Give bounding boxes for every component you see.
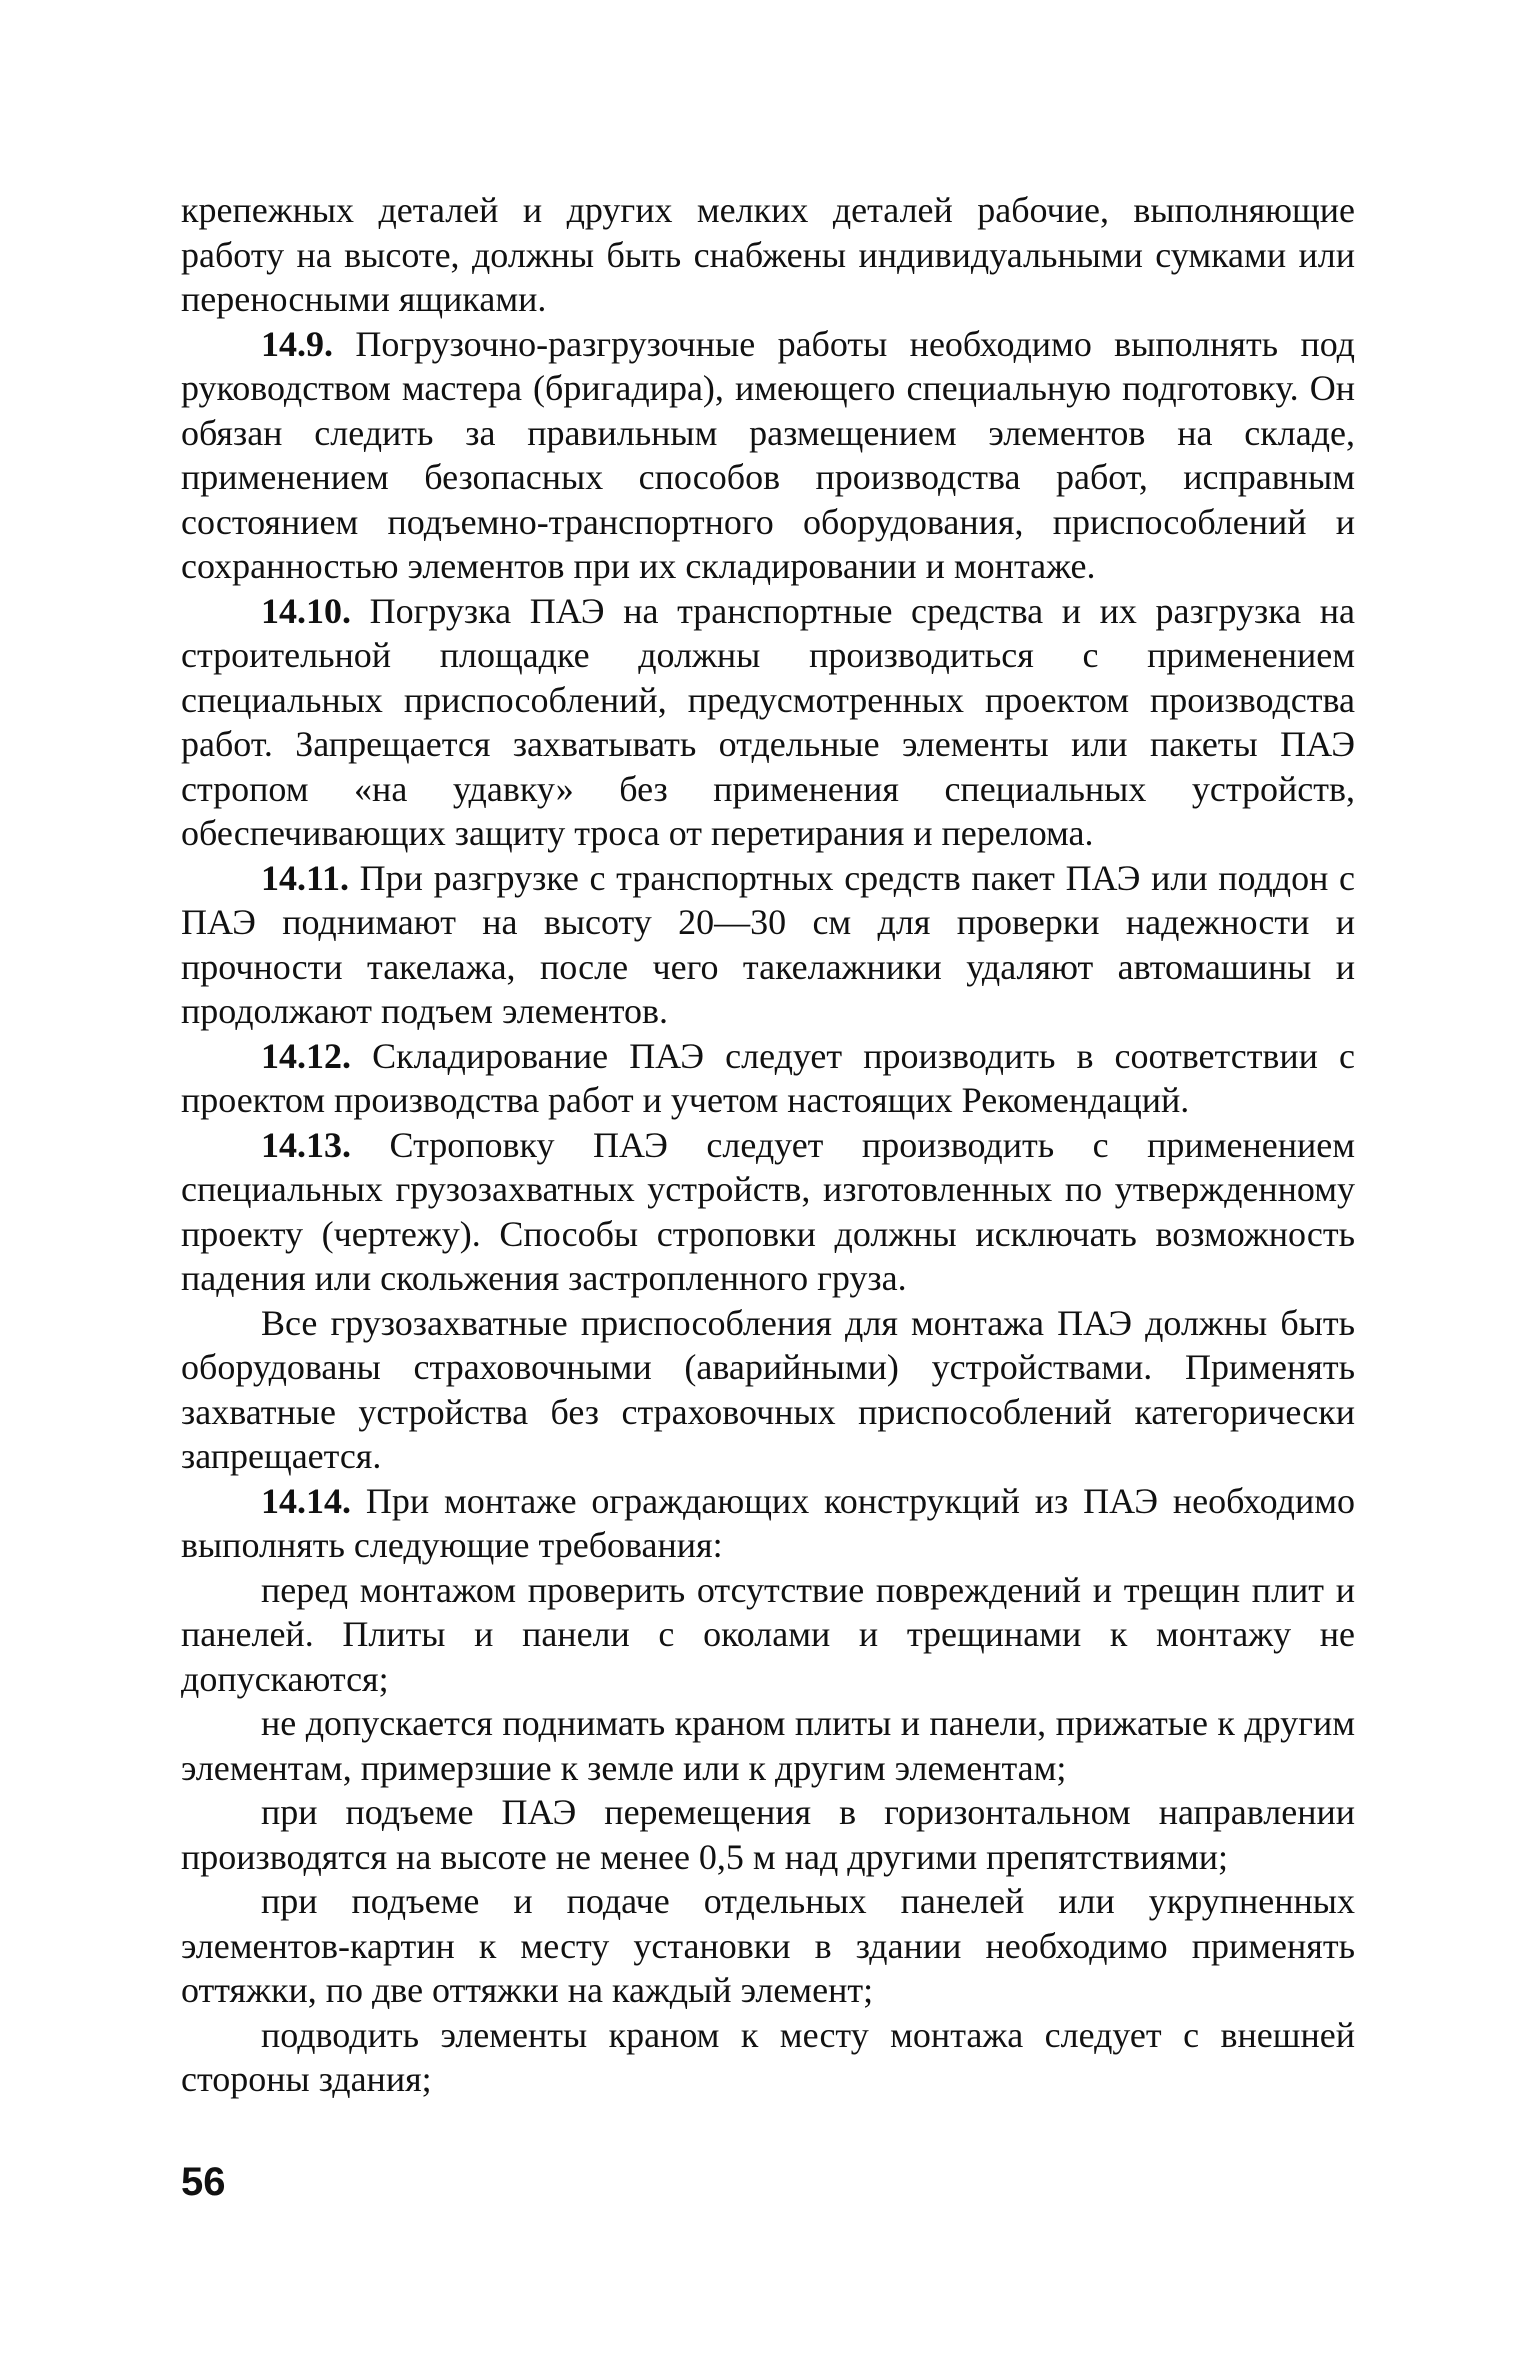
page-number: 56 bbox=[181, 2160, 226, 2204]
paragraph-text: Погрузочно-разгрузочные работы необходимо выполнять под руководством мастера (бригадира), имеющего специальную подготовку. Он обязан следить за правильным размещением элементов на складе, применением безопасных способов производства работ, исправным состоянием подъемно-транспортного оборудования, приспособлений и сохранностью элементов при их складировании и монтаже. bbox=[181, 323, 1356, 586]
paragraph-text: при подъеме и подаче отдельных панелей или укрупненных элементов-картин к месту установки в здании необходимо применять оттяжки, по две оттяжки на каждый элемент; bbox=[181, 1881, 1355, 2010]
section-paragraph bbox=[181, 1034, 1355, 1123]
section-paragraph bbox=[181, 589, 1355, 856]
paragraph-text: при подъеме ПАЭ перемещения в горизонтальном направлении производятся на высоте не менее 0,5 м над другими препятствиями; bbox=[181, 1792, 1355, 1877]
requirement-item bbox=[181, 1790, 1355, 1879]
section-paragraph bbox=[181, 322, 1355, 589]
section-number: 14.12. bbox=[261, 1035, 351, 1076]
paragraph bbox=[181, 188, 1355, 322]
section-number: 14.14. bbox=[261, 1480, 351, 1521]
section-paragraph bbox=[181, 1123, 1355, 1301]
paragraph-text: Погрузка ПАЭ на транспортные средства и их разгрузка на строительной площадке должны производиться с применением специальных приспособлений, предусмотренных проектом производства работ. Запрещается захватывать отдельные элементы или пакеты ПАЭ стропом «на удавку» без применения специальных устройств, обеспечивающих защиту троса от перетирания и перелома. bbox=[181, 590, 1355, 853]
paragraph-text: При монтаже ограждающих конструкций из ПАЭ необходимо выполнять следующие требования: bbox=[181, 1480, 1355, 1565]
section-number: 14.13. bbox=[261, 1124, 351, 1165]
paragraph bbox=[181, 1301, 1355, 1479]
paragraph-text: подводить элементы краном к месту монтажа следует с внешней стороны здания; bbox=[181, 2014, 1355, 2099]
section-number: 14.9. bbox=[261, 323, 333, 364]
paragraph-text: При разгрузке с транспортных средств пакет ПАЭ или поддон с ПАЭ поднимают на высоту 20—30 см для проверки надежности и прочности такелажа, после чего такелажники удаляют автомашины и продолжают подъем элементов. bbox=[181, 857, 1355, 1031]
page-body bbox=[181, 188, 1355, 2102]
requirement-item bbox=[181, 1701, 1355, 1790]
paragraph-text: Строповку ПАЭ следует производить с применением специальных грузозахватных устройств, изготовленных по утвержденному проекту (чертежу). Способы строповки должны исключать возможность падения или скольжения застропленного груза. bbox=[181, 1124, 1355, 1298]
section-number: 14.11. bbox=[261, 857, 350, 898]
section-number: 14.10. bbox=[261, 590, 351, 631]
paragraph-text: перед монтажом проверить отсутствие повреждений и трещин плит и панелей. Плиты и панели с околами и трещинами к монтажу не допускаются; bbox=[181, 1569, 1355, 1699]
requirement-item bbox=[181, 1879, 1355, 2013]
requirement-item bbox=[181, 2013, 1355, 2102]
paragraph-text: крепежных деталей и других мелких деталей рабочие, выполняющие работу на высоте, должны быть снабжены индивидуальными сумками или переносными ящиками. bbox=[181, 190, 1355, 319]
paragraph-text: не допускается поднимать краном плиты и панели, прижатые к другим элементам, примерзшие к земле или к другим элементам; bbox=[181, 1703, 1355, 1788]
paragraph-text: Все грузозахватные приспособления для монтажа ПАЭ должны быть оборудованы страховочными (аварийными) устройствами. Применять захватные устройства без страховочных приспособлений категорически запрещается. bbox=[181, 1302, 1355, 1476]
section-paragraph bbox=[181, 1479, 1355, 1568]
requirement-item bbox=[181, 1568, 1355, 1702]
paragraph-text: Складирование ПАЭ следует производить в соответствии с проектом производства работ и учетом настоящих Рекомендаций. bbox=[181, 1035, 1356, 1120]
section-paragraph bbox=[181, 856, 1355, 1034]
